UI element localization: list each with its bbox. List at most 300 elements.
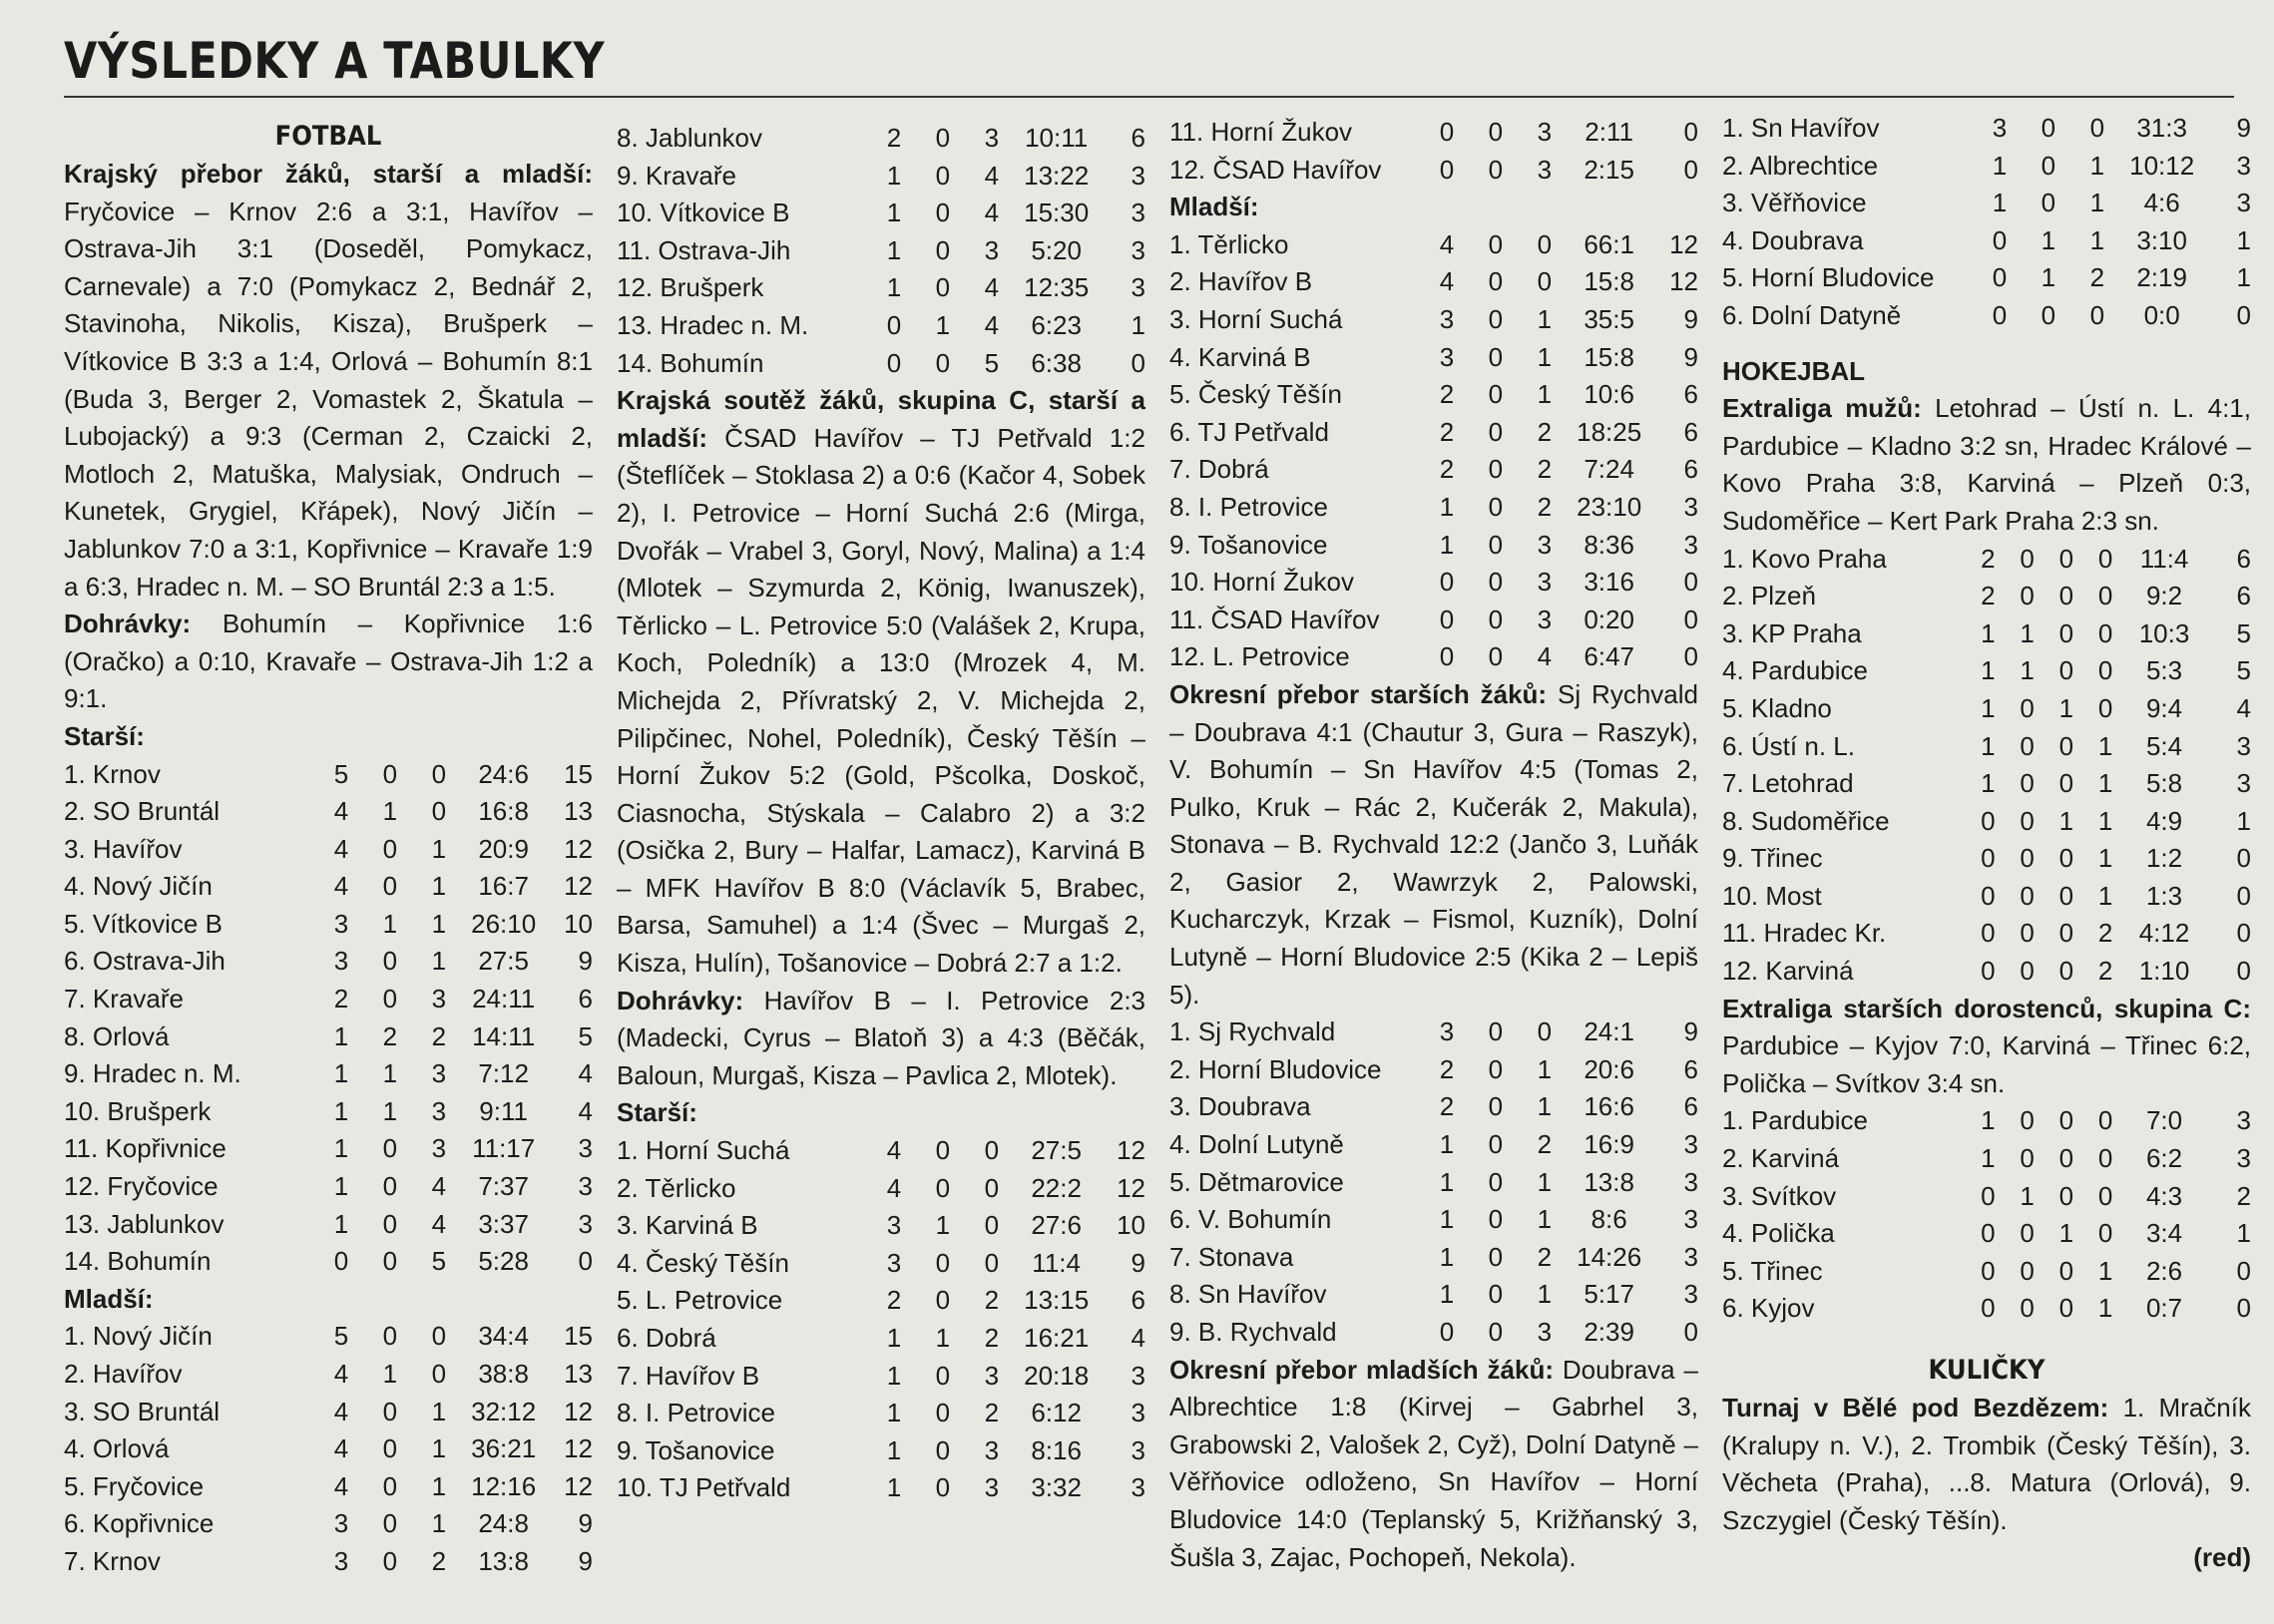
points: 3: [1683, 1129, 1698, 1160]
table-row: [1722, 803, 2251, 841]
points: 15: [564, 1321, 593, 1352]
stat: 4: [1439, 266, 1455, 297]
score: 7:12: [478, 1058, 529, 1089]
points: 3: [1683, 1279, 1698, 1310]
stat: 5: [333, 1321, 349, 1352]
score: 16:21: [1024, 1323, 1090, 1353]
points: 12: [564, 1396, 593, 1426]
team-name: 9. Hradec n. M.: [64, 1058, 241, 1089]
stat: 3: [333, 1508, 349, 1539]
stat: 3: [333, 1545, 349, 1576]
stat: 2: [1439, 416, 1455, 447]
stat: 0: [2097, 617, 2113, 648]
table-row: [1722, 728, 2251, 766]
table-row: [64, 943, 593, 981]
stat: 1: [333, 1058, 349, 1089]
stat: 0: [382, 1545, 398, 1576]
table-row: [1722, 690, 2251, 728]
points: 3: [578, 1171, 593, 1202]
stat: 1: [935, 309, 951, 340]
team-name: 5. Horní Bludovice: [1722, 262, 1935, 293]
table-row: [1722, 915, 2251, 953]
stat: 0: [382, 1433, 398, 1464]
points: 3: [1131, 272, 1145, 303]
stat: 4: [431, 1208, 447, 1239]
score: 0:20: [1584, 604, 1634, 634]
stat: 0: [1488, 1204, 1504, 1235]
points: 3: [2236, 1105, 2251, 1136]
stat: 1: [333, 1133, 349, 1164]
points: 3: [578, 1208, 593, 1239]
stat: 4: [984, 198, 1000, 228]
stat: 0: [1981, 843, 1996, 874]
points: 12: [1669, 266, 1698, 297]
stat: 0: [1537, 1016, 1553, 1047]
stat: 2: [1439, 1091, 1455, 1122]
stat: 0: [382, 1246, 398, 1277]
op-ml-results: [1169, 1352, 1698, 1577]
team-name: 11. ČSAD Havířov: [1169, 604, 1380, 634]
table-row: [64, 831, 593, 869]
table-row: [1169, 638, 1698, 676]
stat: 0: [1981, 880, 1996, 911]
stat: 0: [382, 871, 398, 902]
team-name: 4. Český Těšín: [617, 1247, 789, 1278]
stat: 0: [1439, 117, 1455, 147]
table-row: [64, 1018, 593, 1056]
team-name: 3. Doubrava: [1169, 1091, 1311, 1122]
team-name: 4. Doubrava: [1722, 224, 1864, 255]
stat: 1: [2097, 768, 2113, 799]
standings-table: [1722, 110, 2251, 335]
points: 9: [578, 946, 593, 977]
team-name: 2. Havířov B: [1169, 266, 1313, 297]
points: 0: [1131, 347, 1145, 378]
stat: 1: [1537, 1166, 1553, 1197]
score: 16:6: [1584, 1091, 1634, 1122]
stat: 2: [984, 1398, 1000, 1428]
table-row: [1722, 259, 2251, 297]
stat: 0: [2020, 1293, 2035, 1324]
stat: 3: [431, 984, 447, 1015]
score: 11:17: [472, 1133, 536, 1164]
stat: 0: [2097, 1105, 2113, 1136]
stat: 1: [1439, 491, 1455, 522]
stat: 1: [1981, 655, 1996, 686]
stat: 0: [935, 1434, 951, 1465]
score: 15:30: [1024, 198, 1090, 228]
stat: 1: [2041, 224, 2056, 255]
author-signature-text: (red): [2193, 1542, 2251, 1573]
section-title-hokejbal: HOKEJBAL: [1722, 355, 1866, 386]
stat: 4: [333, 1396, 349, 1426]
stat: 1: [431, 1508, 447, 1539]
score: 5:20: [1031, 234, 1082, 265]
stat: 2: [1981, 581, 1996, 611]
op-st-label: Okresní přebor starších žáků:: [1169, 678, 1548, 709]
stat: 0: [2020, 880, 2035, 911]
table-row: [64, 906, 593, 944]
stat: 1: [2097, 805, 2113, 836]
stat: 3: [1992, 113, 2008, 143]
table-row: [64, 1206, 593, 1244]
points: 9: [578, 1508, 593, 1539]
stat: 0: [382, 833, 398, 864]
stat: 3: [984, 1434, 1000, 1465]
stat: 0: [1488, 604, 1504, 634]
op-st-results: [1169, 676, 1698, 1014]
score: 12:35: [1024, 272, 1090, 303]
table-row: [64, 1356, 593, 1394]
team-name: 12. ČSAD Havířov: [1169, 154, 1382, 185]
table-row: [1169, 1276, 1698, 1314]
stat: 1: [1537, 1053, 1553, 1084]
stat: 1: [382, 1359, 398, 1389]
standings-table: [1169, 226, 1698, 676]
team-name: 3. Karviná B: [617, 1210, 758, 1241]
section-title-kulicky: KULIČKY: [1928, 1355, 2046, 1386]
table-row: [1722, 1215, 2251, 1253]
score: 13:8: [1584, 1166, 1634, 1197]
stat: 3: [1537, 567, 1553, 598]
table-row: [1169, 1126, 1698, 1164]
table-row: [1169, 263, 1698, 301]
table-row: [1169, 1088, 1698, 1126]
team-name: 12. Karviná: [1722, 956, 1854, 987]
score: 1:10: [2138, 956, 2190, 987]
stat: 0: [2097, 1143, 2113, 1174]
stat: 0: [935, 234, 951, 265]
table-row: [1169, 152, 1698, 190]
stat: 1: [886, 1323, 902, 1353]
stat: 2: [382, 1020, 398, 1051]
stat: 0: [2020, 768, 2035, 799]
stat: 0: [1488, 491, 1504, 522]
stat: 4: [333, 1433, 349, 1464]
points: 3: [578, 1133, 593, 1164]
score: 4:3: [2145, 1180, 2183, 1211]
points: 0: [1683, 641, 1698, 672]
score: 14:26: [1577, 1241, 1642, 1272]
points: 12: [1117, 1135, 1145, 1166]
points: 6: [1683, 1053, 1698, 1084]
stat: 1: [2097, 843, 2113, 874]
stat: 0: [2020, 581, 2035, 611]
stat: 1: [2089, 224, 2105, 255]
stat: 0: [2058, 956, 2074, 987]
points: 3: [1131, 1360, 1145, 1391]
stat: 0: [2058, 617, 2074, 648]
stat: 0: [1488, 1091, 1504, 1122]
ks-starsi-label: Starší:: [617, 1097, 697, 1128]
points: 6: [1683, 1091, 1698, 1122]
score: 5:17: [1584, 1279, 1634, 1310]
score: 18:25: [1577, 416, 1642, 447]
score: 10:12: [2129, 150, 2195, 181]
score: 3:37: [478, 1208, 529, 1239]
score: 2:39: [1584, 1317, 1634, 1347]
stat: 0: [935, 160, 951, 191]
score: 20:9: [478, 833, 529, 864]
score: 16:7: [478, 871, 529, 902]
team-name: 3. Věřňovice: [1722, 188, 1867, 218]
stat: 0: [382, 1321, 398, 1352]
table-row: [64, 1430, 593, 1468]
score: 2:11: [1585, 117, 1633, 147]
points: 12: [564, 871, 593, 902]
score: 27:5: [1031, 1135, 1082, 1166]
stat: 3: [984, 234, 1000, 265]
points: 5: [578, 1020, 593, 1051]
stat: 3: [1537, 529, 1553, 560]
stat: 4: [984, 309, 1000, 340]
points: 3: [1683, 1166, 1698, 1197]
points: 1: [2236, 805, 2251, 836]
stat: 1: [1439, 1129, 1455, 1160]
points: 3: [1683, 491, 1698, 522]
stat: 1: [886, 1398, 902, 1428]
stat: 0: [2020, 956, 2035, 987]
op-ml-label: Okresní přebor mladších žáků:: [1169, 1354, 1555, 1385]
stat: 0: [382, 1508, 398, 1539]
table-row: [1169, 1201, 1698, 1239]
stat: 1: [1537, 341, 1553, 372]
points: 0: [1683, 604, 1698, 634]
team-name: 8. Sudoměřice: [1722, 805, 1890, 836]
stat: 0: [2058, 1143, 2074, 1174]
team-name: 8. I. Petrovice: [617, 1398, 775, 1428]
stat: 2: [984, 1323, 1000, 1353]
points: 9: [578, 1545, 593, 1576]
stat: 1: [935, 1210, 951, 1241]
stat: 3: [431, 1058, 447, 1089]
stat: 1: [886, 198, 902, 228]
points: 5: [2236, 655, 2251, 686]
team-name: 7. Havířov B: [617, 1360, 760, 1391]
em-results: [1722, 390, 2251, 540]
table-row: [64, 981, 593, 1018]
stat: 0: [1992, 299, 2008, 330]
stat: 0: [431, 796, 447, 827]
stat: 0: [2058, 918, 2074, 949]
stat: 1: [935, 1323, 951, 1353]
score: 5:4: [2145, 730, 2183, 761]
stat: 2: [431, 1545, 447, 1576]
ks-label: Krajská soutěž žáků, skupina C, starší a mladší:: [617, 385, 1145, 453]
stat: 1: [1992, 188, 2008, 218]
score: 35:5: [1584, 303, 1634, 334]
stat: 0: [2097, 1218, 2113, 1249]
points: 3: [1683, 529, 1698, 560]
score: 8:36: [1584, 529, 1634, 560]
score: 20:18: [1024, 1360, 1090, 1391]
kulicky-results: [1722, 1390, 2251, 1539]
stat: 0: [431, 1359, 447, 1389]
stat: 1: [2058, 692, 2074, 723]
points: 9: [1683, 341, 1698, 372]
team-name: 8. I. Petrovice: [1169, 491, 1328, 522]
stat: 0: [2041, 299, 2056, 330]
stat: 0: [2097, 581, 2113, 611]
points: 15: [564, 758, 593, 789]
stat: 1: [2020, 1180, 2035, 1211]
team-name: 6. Ostrava-Jih: [64, 946, 226, 977]
stat: 2: [1537, 416, 1553, 447]
stat: 0: [382, 1208, 398, 1239]
stat: 0: [2058, 1105, 2074, 1136]
score: 15:8: [1584, 341, 1634, 372]
stat: 3: [984, 123, 1000, 153]
standings-table: [64, 1318, 593, 1580]
stat: 4: [1439, 228, 1455, 259]
team-name: 11. Hradec Kr.: [1722, 918, 1887, 949]
table-row: [617, 1395, 1145, 1432]
points: 13: [564, 1359, 593, 1389]
stat: 4: [1537, 641, 1553, 672]
stat: 0: [1488, 1053, 1504, 1084]
stat: 0: [2058, 843, 2074, 874]
score: 4:12: [2138, 918, 2190, 949]
team-name: 3. Svítkov: [1722, 1180, 1837, 1211]
stat: 3: [1537, 604, 1553, 634]
stat: 0: [2097, 655, 2113, 686]
table-row: [617, 1282, 1145, 1320]
team-name: 5. Fryčovice: [64, 1470, 205, 1501]
score: 6:47: [1584, 641, 1634, 672]
score: 1:2: [2145, 843, 2183, 874]
team-name: 2. Horní Bludovice: [1169, 1053, 1382, 1084]
stat: 1: [1537, 379, 1553, 410]
kp-results: [64, 156, 593, 606]
points: 1: [1131, 309, 1145, 340]
points: 6: [578, 984, 593, 1015]
table-row: [1169, 339, 1698, 377]
section-title-fotbal: FOTBAL: [274, 121, 382, 152]
team-name: 11. Kopřivnice: [64, 1133, 227, 1164]
table-row: [64, 1505, 593, 1543]
table-row: [1722, 578, 2251, 615]
em-text: Letohrad – Ústí n. L. 4:1, Pardubice – Kladno 3:2 sn, Hradec Králové – Kovo Praha 3:8, Karviná – Plzeň 0:3, Sudoměřice – Kert Park Praha 2:3 sn.: [1722, 393, 2251, 536]
stat: 0: [1488, 1279, 1504, 1310]
stat: 0: [935, 347, 951, 378]
points: 3: [1131, 1434, 1145, 1465]
kulicky-label: Turnaj v Bělé pod Bezdězem:: [1722, 1393, 2109, 1422]
team-name: 4. Dolní Lutyně: [1169, 1129, 1344, 1160]
stat: 0: [431, 1321, 447, 1352]
stat: 1: [886, 1360, 902, 1391]
stat: 1: [431, 833, 447, 864]
stat: 1: [1537, 1204, 1553, 1235]
team-name: 10. Most: [1722, 880, 1822, 911]
ed-text: Pardubice – Kyjov 7:0, Karviná – Třinec 6:2, Polička – Svítkov 3:4 sn.: [1722, 1030, 2251, 1098]
stat: 4: [333, 796, 349, 827]
table-row: [1722, 953, 2251, 991]
stat: 0: [1488, 1317, 1504, 1347]
stat: 1: [886, 1434, 902, 1465]
table-row: [1722, 110, 2251, 148]
table-row: [1169, 489, 1698, 527]
stat: 5: [431, 1246, 447, 1277]
table-row: [64, 1543, 593, 1581]
team-name: 7. Krnov: [64, 1545, 161, 1576]
score: 24:11: [472, 984, 536, 1015]
table-row: [617, 1245, 1145, 1283]
stat: 4: [886, 1135, 902, 1166]
team-name: 1. Těrlicko: [1169, 228, 1289, 259]
stat: 0: [2089, 299, 2105, 330]
stat: 1: [2020, 655, 2035, 686]
table-row: [64, 1093, 593, 1131]
points: 12: [1669, 228, 1698, 259]
standings-table: [617, 1132, 1145, 1507]
ed-label: Extraliga starších dorostenců, skupina C:: [1722, 993, 2251, 1023]
standings-table: [617, 120, 1145, 382]
stat: 0: [935, 1398, 951, 1428]
stat: 2: [2089, 262, 2105, 293]
stat: 0: [2020, 1105, 2035, 1136]
team-name: 11. Ostrava-Jih: [617, 234, 791, 265]
points: 9: [1683, 303, 1698, 334]
points: 3: [1131, 1472, 1145, 1503]
team-name: 3. Horní Suchá: [1169, 303, 1343, 334]
stat: 0: [2020, 1255, 2035, 1286]
stat: 1: [431, 871, 447, 902]
stat: 0: [2020, 692, 2035, 723]
team-name: 9. Kravaře: [617, 160, 736, 191]
points: 1: [2236, 262, 2251, 293]
score: 7:0: [2145, 1105, 2183, 1136]
team-name: 7. Dobrá: [1169, 454, 1269, 485]
ks-mladsi-label: Mladší:: [1169, 192, 1259, 222]
table-row: [617, 1207, 1145, 1245]
stat: 0: [1992, 262, 2008, 293]
points: 3: [2236, 1143, 2251, 1174]
points: 0: [1683, 567, 1698, 598]
stat: 4: [333, 833, 349, 864]
score: 13:15: [1024, 1285, 1090, 1316]
points: 3: [2236, 768, 2251, 799]
stat: 0: [984, 1172, 1000, 1203]
stat: 0: [935, 198, 951, 228]
stat: 1: [1981, 1143, 1996, 1174]
stat: 0: [935, 1172, 951, 1203]
table-row: [1722, 1140, 2251, 1178]
team-name: 9. Třinec: [1722, 843, 1823, 874]
team-name: 4. Pardubice: [1722, 655, 1868, 686]
stat: 4: [984, 160, 1000, 191]
team-name: 13. Jablunkov: [64, 1208, 225, 1239]
table-row: [1722, 652, 2251, 690]
points: 0: [2236, 880, 2251, 911]
score: 10:6: [1584, 379, 1634, 410]
points: 9: [1683, 1016, 1698, 1047]
team-name: 8. Jablunkov: [617, 123, 762, 153]
stat: 1: [1439, 1166, 1455, 1197]
table-row: [617, 269, 1145, 307]
team-name: 11. Horní Žukov: [1169, 117, 1353, 147]
team-name: 6. Dobrá: [617, 1323, 716, 1353]
stat: 0: [984, 1210, 1000, 1241]
standings-table: [1722, 1102, 2251, 1328]
score: 7:24: [1584, 454, 1634, 485]
score: 3:10: [2136, 224, 2187, 255]
score: 9:4: [2145, 692, 2183, 723]
stat: 0: [1488, 266, 1504, 297]
score: 66:1: [1584, 228, 1634, 259]
ks-results: [617, 382, 1145, 983]
team-name: 6. V. Bohumín: [1169, 1204, 1332, 1235]
table-row: [1169, 1051, 1698, 1089]
